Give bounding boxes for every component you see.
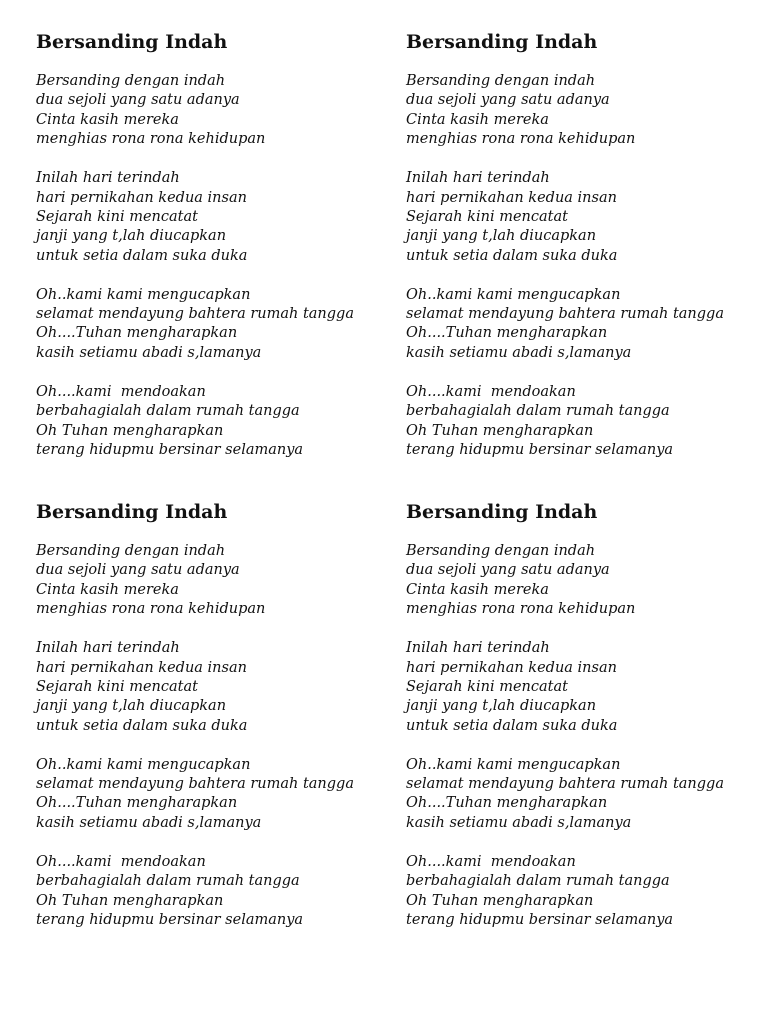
lyric-line: Oh....Tuhan mengharapkan: [36, 325, 238, 342]
lyric-line: janji yang t,lah diucapkan: [36, 698, 227, 715]
lyric-line: untuk setia dalam suka duka: [406, 717, 618, 734]
lyric-line: Oh..kami kami mengucapkan: [36, 756, 251, 773]
lyrics-block-top-right: [406, 30, 766, 480]
lyric-line: Oh..kami kami mengucapkan: [36, 286, 251, 303]
lyric-line: dua sejoli yang satu adanya: [36, 92, 240, 109]
stanza-3: [406, 286, 766, 364]
lyrics-block-top-left: [36, 30, 396, 480]
lyric-line: menghias rona rona kehidupan: [406, 601, 636, 618]
lyrics-block-bottom-left: [36, 500, 396, 950]
lyric-line: Inilah hari terindah: [406, 170, 550, 187]
lyric-line: hari pernikahan kedua insan: [406, 189, 617, 206]
stanza-2: [406, 169, 766, 266]
song-title: Bersanding Indah: [406, 501, 598, 523]
lyric-line: Oh..kami kami mengucapkan: [406, 756, 621, 773]
lyric-line: selamat mendayung bahtera rumah tangga: [36, 776, 354, 793]
lyric-line: Cinta kasih mereka: [36, 581, 179, 598]
lyric-line: Oh....Tuhan mengharapkan: [36, 795, 238, 812]
song-title: Bersanding Indah: [36, 501, 228, 523]
lyrics-block-bottom-right: [406, 500, 766, 950]
stanza-1: [36, 542, 396, 620]
lyric-line: Sejarah kini mencatat: [406, 678, 568, 695]
lyric-line: untuk setia dalam suka duka: [36, 717, 248, 734]
lyric-line: selamat mendayung bahtera rumah tangga: [406, 306, 724, 323]
lyric-line: Sejarah kini mencatat: [36, 678, 198, 695]
lyric-line: menghias rona rona kehidupan: [406, 131, 636, 148]
lyric-line: Cinta kasih mereka: [406, 581, 549, 598]
lyric-line: Inilah hari terindah: [406, 640, 550, 657]
lyric-line: Oh..kami kami mengucapkan: [406, 286, 621, 303]
stanza-2: [36, 639, 396, 736]
stanza-2: [406, 639, 766, 736]
lyric-line: berbahagialah dalam rumah tangga: [36, 403, 300, 420]
lyric-line: dua sejoli yang satu adanya: [36, 562, 240, 579]
lyric-line: berbahagialah dalam rumah tangga: [406, 873, 670, 890]
lyric-line: Bersanding dengan indah: [406, 73, 596, 89]
lyric-line: Sejarah kini mencatat: [36, 208, 198, 225]
lyric-line: janji yang t,lah diucapkan: [406, 228, 597, 245]
stanza-4: [406, 853, 766, 931]
lyric-line: Oh....kami mendoakan: [406, 853, 576, 870]
lyric-line: menghias rona rona kehidupan: [36, 131, 266, 148]
stanza-4: [406, 383, 766, 461]
lyric-line: Oh....kami mendoakan: [36, 853, 206, 870]
lyric-line: selamat mendayung bahtera rumah tangga: [36, 306, 354, 323]
song-title: Bersanding Indah: [406, 31, 598, 53]
lyric-line: kasih setiamu abadi s,lamanya: [36, 344, 262, 361]
lyric-line: janji yang t,lah diucapkan: [36, 228, 227, 245]
lyric-line: Bersanding dengan indah: [406, 543, 596, 559]
lyric-line: untuk setia dalam suka duka: [36, 247, 248, 264]
lyric-line: Cinta kasih mereka: [36, 111, 179, 128]
lyric-line: Bersanding dengan indah: [36, 73, 226, 89]
lyric-line: untuk setia dalam suka duka: [406, 247, 618, 264]
lyric-line: terang hidupmu bersinar selamanya: [406, 912, 674, 928]
lyric-line: berbahagialah dalam rumah tangga: [406, 403, 670, 420]
lyric-line: terang hidupmu bersinar selamanya: [36, 912, 304, 928]
lyric-line: Bersanding dengan indah: [36, 543, 226, 559]
lyric-line: janji yang t,lah diucapkan: [406, 698, 597, 715]
lyric-line: Oh....Tuhan mengharapkan: [406, 795, 608, 812]
lyric-line: berbahagialah dalam rumah tangga: [36, 873, 300, 890]
lyric-line: hari pernikahan kedua insan: [36, 659, 247, 676]
lyric-line: Inilah hari terindah: [36, 170, 180, 187]
lyric-line: Cinta kasih mereka: [406, 111, 549, 128]
stanza-4: [36, 853, 396, 931]
stanza-1: [406, 542, 766, 620]
lyric-line: Oh....kami mendoakan: [36, 383, 206, 400]
lyric-line: kasih setiamu abadi s,lamanya: [406, 344, 632, 361]
lyric-line: dua sejoli yang satu adanya: [406, 562, 610, 579]
song-title: Bersanding Indah: [36, 31, 228, 53]
lyric-line: hari pernikahan kedua insan: [406, 659, 617, 676]
lyric-line: selamat mendayung bahtera rumah tangga: [406, 776, 724, 793]
lyric-line: terang hidupmu bersinar selamanya: [406, 442, 674, 458]
lyric-line: Sejarah kini mencatat: [406, 208, 568, 225]
lyric-line: kasih setiamu abadi s,lamanya: [406, 814, 632, 831]
lyric-line: Oh Tuhan mengharapkan: [36, 422, 224, 439]
lyric-line: terang hidupmu bersinar selamanya: [36, 442, 304, 458]
stanza-3: [36, 756, 396, 834]
stanza-4: [36, 383, 396, 461]
stanza-3: [406, 756, 766, 834]
lyric-line: menghias rona rona kehidupan: [36, 601, 266, 618]
lyric-line: dua sejoli yang satu adanya: [406, 92, 610, 109]
stanza-1: [406, 72, 766, 150]
lyric-line: hari pernikahan kedua insan: [36, 189, 247, 206]
lyric-line: Oh....Tuhan mengharapkan: [406, 325, 608, 342]
lyric-line: kasih setiamu abadi s,lamanya: [36, 814, 262, 831]
lyric-line: Oh Tuhan mengharapkan: [406, 892, 594, 909]
stanza-3: [36, 286, 396, 364]
lyric-line: Oh Tuhan mengharapkan: [406, 422, 594, 439]
stanza-2: [36, 169, 396, 266]
lyric-line: Inilah hari terindah: [36, 640, 180, 657]
lyric-line: Oh Tuhan mengharapkan: [36, 892, 224, 909]
stanza-1: [36, 72, 396, 150]
lyric-line: Oh....kami mendoakan: [406, 383, 576, 400]
